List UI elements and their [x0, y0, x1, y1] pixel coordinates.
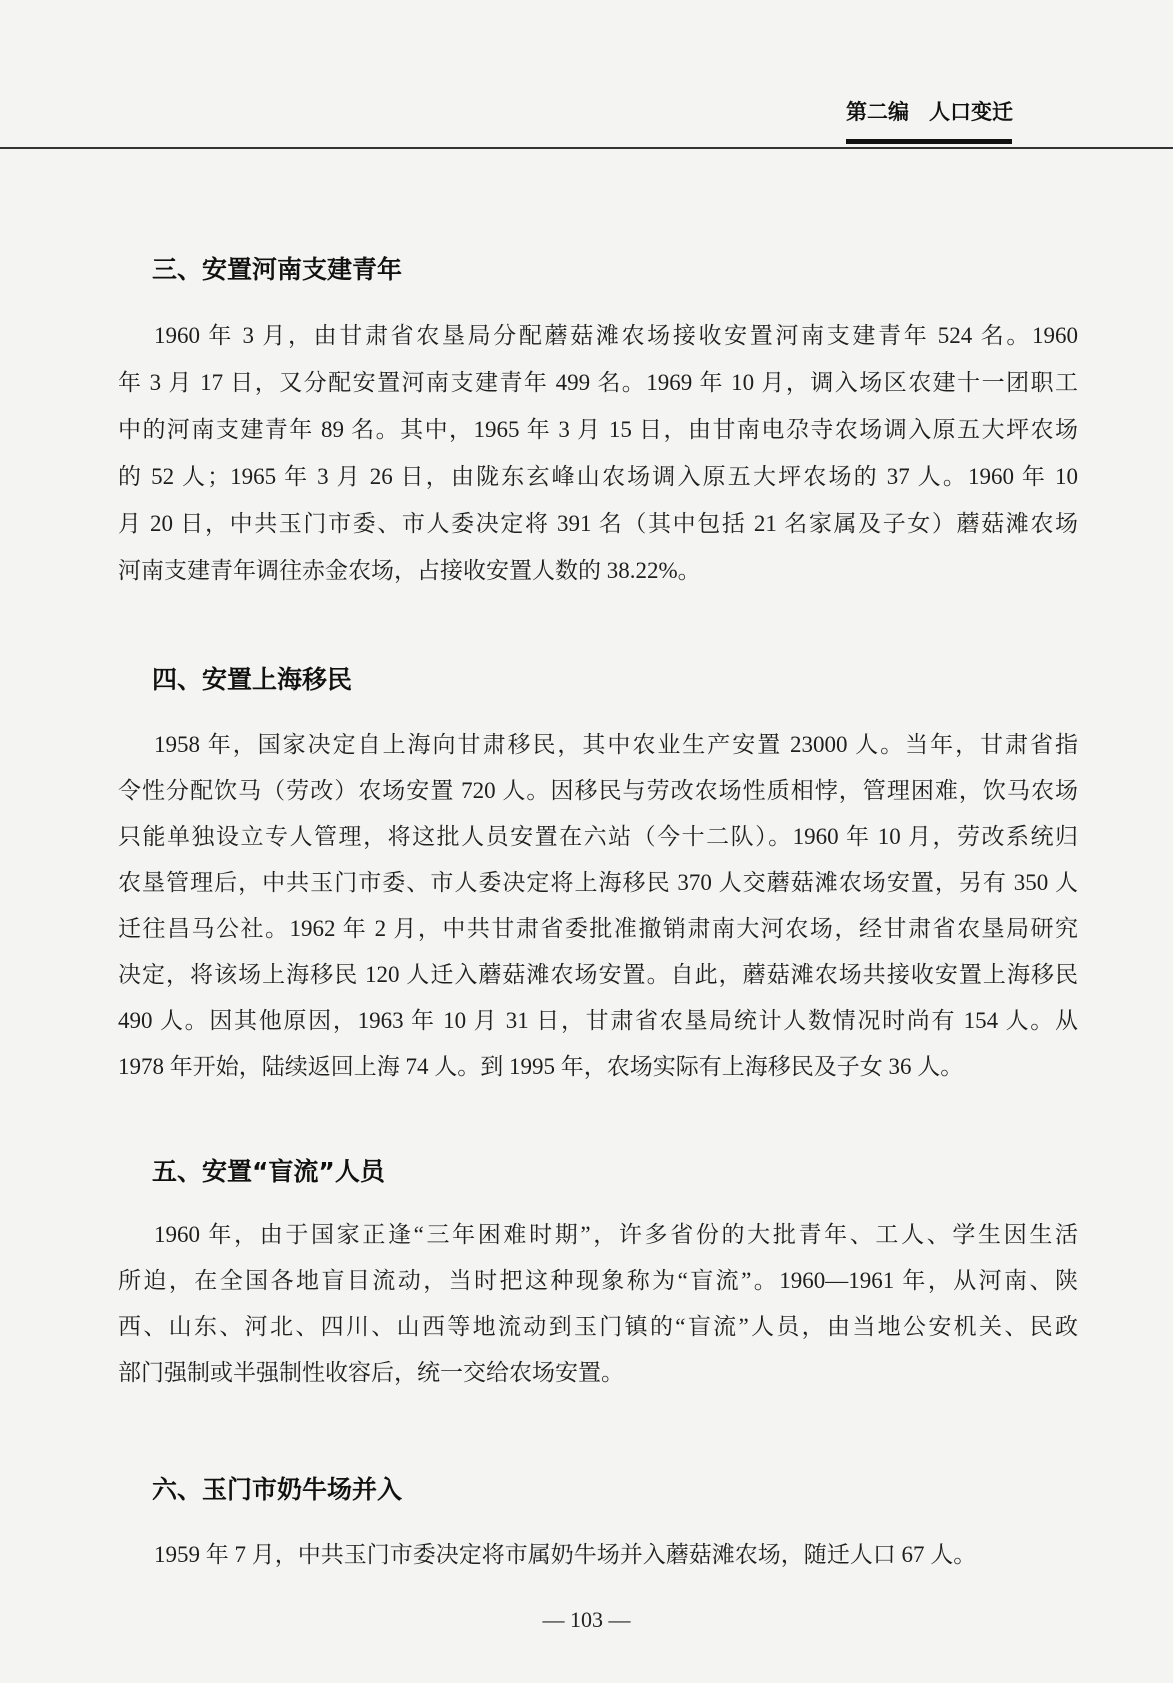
paragraph-line: 迁往昌马公社。1962 年 2 月，中共甘肃省委批准撤销肃南大河农场，经甘肃省农垦局研究 — [118, 916, 1078, 941]
paragraph — [118, 722, 1078, 1090]
paragraph-line: 1960 年 3 月，由甘肃省农垦局分配蘑菇滩农场接收安置河南支建青年 524 名。1960 — [154, 323, 1078, 348]
paragraph-line: 西、山东、河北、四川、山西等地流动到玉门镇的“盲流”人员，由当地公安机关、民政 — [118, 1314, 1078, 1339]
paragraph-line: 1960 年，由于国家正逢“三年困难时期”，许多省份的大批青年、工人、学生因生活 — [154, 1222, 1078, 1247]
paragraph-line: 1959 年 7 月，中共玉门市委决定将市属奶牛场并入蘑菇滩农场，随迁人口 67 人。 — [154, 1542, 977, 1567]
page-number: — 103 — — [542, 1607, 631, 1632]
section-heading: 六、玉门市奶牛场并入 — [152, 1475, 403, 1504]
paragraph-line: 河南支建青年调往赤金农场，占接收安置人数的 38.22%。 — [118, 558, 701, 583]
running-header — [846, 96, 1026, 128]
paragraph — [118, 1532, 1078, 1578]
paragraph-line: 只能单独设立专人管理，将这批人员安置在六站（今十二队）。1960 年 10 月，劳改系统归 — [118, 824, 1078, 849]
section-heading: 三、安置河南支建青年 — [152, 255, 403, 284]
running-header-part: 第二编 — [846, 100, 909, 124]
section-heading: 五、安置“盲流”人员 — [152, 1157, 385, 1186]
paragraph-line: 部门强制或半强制性收容后，统一交给农场安置。 — [118, 1360, 624, 1385]
header-accent-bar — [846, 139, 1012, 144]
paragraph-line: 1958 年，国家决定自上海向甘肃移民，其中农业生产安置 23000 人。当年，甘肃省指 — [154, 732, 1078, 757]
paragraph — [118, 1212, 1078, 1396]
section-heading: 四、安置上海移民 — [152, 665, 353, 694]
paragraph-line: 月 20 日，中共玉门市委、市人委决定将 391 名（其中包括 21 名家属及子女）蘑菇滩农场 — [118, 511, 1078, 536]
header-rule — [0, 147, 1173, 149]
paragraph-line: 的 52 人；1965 年 3 月 26 日，由陇东玄峰山农场调入原五大坪农场的 37 人。1960 年 10 — [118, 464, 1078, 489]
paragraph-line: 令性分配饮马（劳改）农场安置 720 人。因移民与劳改农场性质相悖，管理困难，饮马农场 — [118, 778, 1078, 803]
paragraph-line: 年 3 月 17 日，又分配安置河南支建青年 499 名。1969 年 10 月，调入场区农建十一团职工 — [118, 370, 1078, 395]
paragraph — [118, 312, 1078, 594]
paragraph-line: 农垦管理后，中共玉门市委、市人委决定将上海移民 370 人交蘑菇滩农场安置，另有 350 人 — [118, 870, 1078, 895]
paragraph-line: 490 人。因其他原因，1963 年 10 月 31 日，甘肃省农垦局统计人数情况时尚有 154 人。从 — [118, 1008, 1078, 1033]
paragraph-line: 所迫，在全国各地盲目流动，当时把这种现象称为“盲流”。1960—1961 年，从河南、陕 — [118, 1268, 1078, 1293]
paragraph-line: 1978 年开始，陆续返回上海 74 人。到 1995 年，农场实际有上海移民及子女 36 人。 — [118, 1054, 964, 1079]
running-header-title: 人口变迁 — [929, 100, 1013, 124]
paragraph-line: 中的河南支建青年 89 名。其中，1965 年 3 月 15 日，由甘南电尕寺农场调入原五大坪农场 — [118, 417, 1078, 442]
paragraph-line: 决定，将该场上海移民 120 人迁入蘑菇滩农场安置。自此，蘑菇滩农场共接收安置上海移民 — [118, 962, 1078, 987]
